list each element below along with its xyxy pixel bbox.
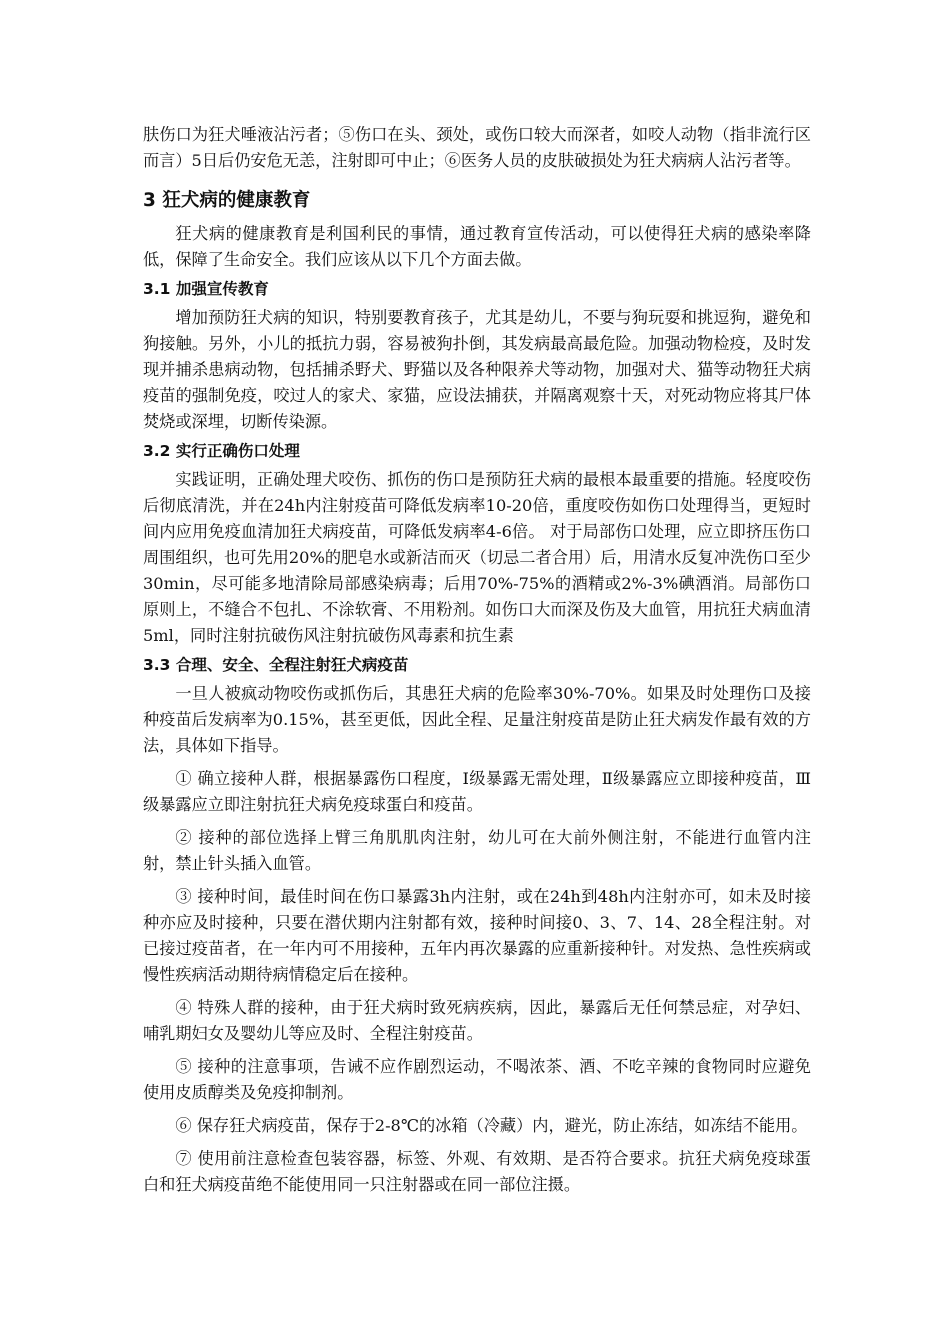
document-page [143,122,811,1198]
list-item: ⑦ 使用前注意检查包装容器，标签、外观、有效期、是否符合要求。抗狂犬病免疫球蛋白和狂犬病疫苗绝不能使用同一只注射器或在同一部位注摄。 [143,1149,811,1194]
section-3-2-heading: 3.2 实行正确伤口处理 [143,442,300,460]
section-3-3-heading: 3.3 合理、安全、全程注射狂犬病疫苗 [143,656,409,674]
list-item: ② 接种的部位选择上臂三角肌肌肉注射，幼儿可在大前外侧注射，不能进行血管内注射，禁止针头插入血管。 [143,828,811,873]
list-item: ① 确立接种人群，根据暴露伤口程度，Ⅰ级暴露无需处理，Ⅱ级暴露应立即接种疫苗，Ⅲ级暴露应立即注射抗狂犬病免疫球蛋白和疫苗。 [143,769,811,814]
list-item: ③ 接种时间，最佳时间在伤口暴露3h内注射，或在24h到48h内注射亦可，如未及时接种亦应及时接种，只要在潜伏期内注射都有效，接种时间接0、3、7、14、28全程注射。对已接过疫苗者，在一年内可不用接种，五年内再次暴露的应重新接种针。对发热、急性疾病或慢性疾病活动期待病情稳定后在接种。 [143,887,811,984]
section-3-3-paragraph: 一旦人被疯动物咬伤或抓伤后，其患狂犬病的危险率30%-70%。如果及时处理伤口及接种疫苗后发病率为0.15%，甚至更低，因此全程、足量注射疫苗是防止狂犬病发作最有效的方法，具体如下指导。 [143,684,811,755]
intro-paragraph: 肤伤口为狂犬唾液沾污者；⑤伤口在头、颈处，或伤口较大而深者，如咬人动物（指非流行区而言）5日后仍安危无恙，注射即可中止；⑥医务人员的皮肤破损处为狂犬病病人沾污者等。 [143,125,811,170]
section-3-heading: 3 狂犬病的健康教育 [143,190,311,211]
list-item: ⑤ 接种的注意事项，告诫不应作剧烈运动，不喝浓茶、酒、不吃辛辣的食物同时应避免使用皮质醇类及免疫抑制剂。 [143,1057,811,1102]
section-3-2-paragraph: 实践证明，正确处理犬咬伤、抓伤的伤口是预防狂犬病的最根本最重要的措施。轻度咬伤后彻底清洗，并在24h内注射疫苗可降低发病率10-20倍，重度咬伤如伤口处理得当，更短时间内应用免疫血清加狂犬病疫苗，可降低发病率4-6倍。 对于局部伤口处理，应立即挤压伤口周围组织，也可先用20%的肥皂水或新洁而灭（切忌二者合用）后，用清水反复冲洗伤口至少30min，尽可能多地清除局部感染病毒；后用70%-75%的酒精或2%-3%碘酒消。局部伤口原则上，不缝合不包扎、不涂软膏、不用粉剂。如伤口大而深及伤及大血管，用抗狂犬病血清5ml，同时注射抗破伤风注射抗破伤风毒素和抗生素 [143,470,811,645]
section-3-paragraph: 狂犬病的健康教育是利国利民的事情，通过教育宣传活动，可以使得狂犬病的感染率降低，保障了生命安全。我们应该从以下几个方面去做。 [143,224,811,269]
list-item: ⑥ 保存狂犬病疫苗，保存于2-8℃的冰箱（冷藏）内，避光，防止冻结，如冻结不能用。 [175,1116,808,1135]
list-item: ④ 特殊人群的接种，由于狂犬病时致死病疾病，因此，暴露后无任何禁忌症，对孕妇、哺乳期妇女及婴幼儿等应及时、全程注射疫苗。 [143,998,811,1043]
section-3-1-heading: 3.1 加强宣传教育 [143,280,269,298]
section-3-1-paragraph: 增加预防狂犬病的知识，特别要教育孩子，尤其是幼儿，不要与狗玩耍和挑逗狗，避免和狗接触。另外，小儿的抵抗力弱，容易被狗扑倒，其发病最高最危险。加强动物检疫，及时发现并捕杀患病动物，包括捕杀野犬、野猫以及各种限养犬等动物，加强对犬、猫等动物狂犬病疫苗的强制免疫，咬过人的家犬、家猫，应设法捕获，并隔离观察十天，对死动物应将其尸体焚烧或深埋，切断传染源。 [143,308,811,431]
